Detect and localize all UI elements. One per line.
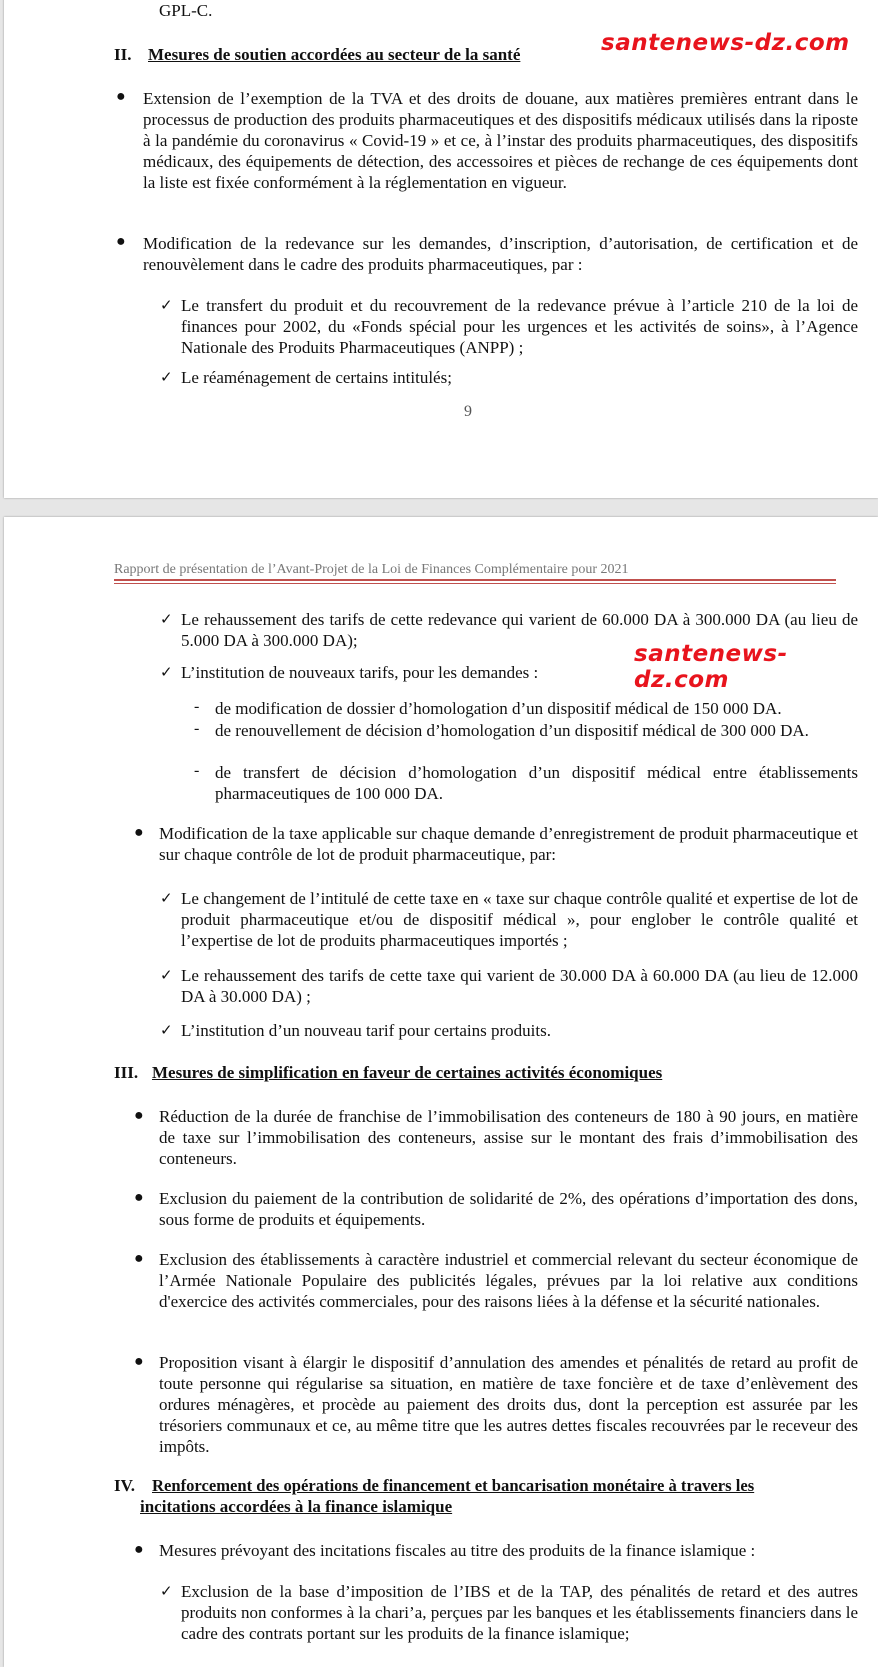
running-header: Rapport de présentation de l’Avant-Projet de la Loi de Finances Complémentaire pour 2021 [114,562,629,577]
list-item: Proposition visant à élargir le dispositif d’annulation des amendes et pénalités de retard au profit de toute personne qui régularise sa situation, en matière de taxe foncière et de taxe d’enlèvement des ordures ménagères, et procède au paiement des droits dus, dont la perception est assurée par les trésoriers communaux et ce, au même titre que les autres dettes fiscales recouvrées par le receveur des impôts. [159,1353,858,1456]
list-item: Modification de la taxe applicable sur chaque demande d’enregistrement de produit pharmaceutique et sur chaque contrôle de lot de produit pharmaceutique, par: [159,824,858,864]
page-number: 9 [464,403,472,420]
bullet-icon: ● [134,1250,144,1267]
list-item: Extension de l’exemption de la TVA et des droits de douane, aux matières premières entrant dans le processus de production des produits pharmaceutiques et des dispositifs médicaux utilisés dans la riposte à la pandémie du coronavirus « Covid-19 » et ce, à l’instar des produits pharmaceutiques, des dispositifs médicaux, des équipements de détection, des accessoires et pièces de rechange de ces équipements dont la liste est fixée conformément à la réglementation en vigueur. [143,89,858,192]
list-item: Le réaménagement de certains intitulés; [181,368,452,387]
document-page-10 [4,517,878,1667]
bullet-icon: ● [134,1541,144,1558]
section-title: Mesures de simplification en faveur de certaines activités économiques [152,1063,663,1082]
section-number: IV. [114,1476,135,1495]
watermark: santenews-dz.com [601,30,850,56]
list-item: de transfert de décision d’homologation d’un dispositif médical entre établissements pharmaceutiques de 100 000 DA. [215,763,858,803]
bullet-icon: ● [116,233,126,250]
section-title-continued: incitations accordées à la finance islamique [140,1497,453,1516]
watermark: santenews-dz.com [634,641,788,693]
list-item: de renouvellement de décision d’homologation d’un dispositif médical de 300 000 DA. [215,721,809,740]
list-item: L’institution d’un nouveau tarif pour certains produits. [181,1021,551,1040]
document-page-9 [4,0,878,498]
checkmark-icon: ✓ [160,610,173,628]
list-item: L’institution de nouveaux tarifs, pour les demandes : [181,663,539,682]
header-rule [114,579,836,581]
section-number: II. [114,45,132,64]
checkmark-icon: ✓ [160,368,173,386]
checkmark-icon: ✓ [160,1021,173,1039]
section-title: Mesures de soutien accordées au secteur de la santé [148,45,521,64]
checkmark-icon: ✓ [160,889,173,907]
checkmark-icon: ✓ [160,663,173,681]
dash-marker: - [194,720,200,737]
list-item: Exclusion du paiement de la contribution de solidarité de 2%, des opérations d’importation des dons, sous forme de produits et équipements. [159,1189,858,1229]
list-item: Réduction de la durée de franchise de l’immobilisation des conteneurs de 180 à 90 jours, en matière de taxe sur l’immobilisation des conteneurs, assise sur le montant des frais d’immobilisation des conteneurs. [159,1107,858,1168]
bullet-icon: ● [134,824,144,841]
list-item: Le transfert du produit et du recouvrement de la redevance prévue à l’article 210 de la loi de finances pour 2002, du «Fonds spécial pour les urgences et les activités de soins», à l’Agence Nationale des Produits Pharmaceutiques (ANPP) ; [181,296,858,357]
list-item: Exclusion de la base d’imposition de l’IBS et de la TAP, des pénalités de retard et des autres produits non conformes à la chari’a, perçues par les banques et les établissements financiers dans le cadre des contrats portant sur les produits de la finance islamique; [181,1582,858,1643]
header-rule [114,583,836,584]
section-number: III. [114,1063,139,1082]
list-item: Mesures prévoyant des incitations fiscales au titre des produits de la finance islamique : [159,1541,756,1560]
list-item: Le changement de l’intitulé de cette taxe en « taxe sur chaque contrôle qualité et expertise de lot de produit pharmaceutique et/ou de dispositif médical », pour englober le contrôle qualité et l’expertise de lot de produits pharmaceutiques importés ; [181,889,858,950]
list-item: Modification de la redevance sur les demandes, d’inscription, d’autorisation, de certification et de renouvèlement dans le cadre des produits pharmaceutiques, par : [143,234,858,274]
checkmark-icon: ✓ [160,966,173,984]
list-item: de modification de dossier d’homologation d’un dispositif médical de 150 000 DA. [215,699,782,718]
paragraph-fragment: GPL-C. [159,1,213,20]
checkmark-icon: ✓ [160,296,173,314]
list-item: Le rehaussement des tarifs de cette taxe qui varient de 30.000 DA à 60.000 DA (au lieu de 12.000 DA à 30.000 DA) ; [181,966,858,1006]
dash-marker: - [194,762,200,779]
dash-marker: - [194,698,200,715]
bullet-icon: ● [134,1107,144,1124]
list-item: Le rehaussement des tarifs de cette redevance qui varient de 60.000 DA à 300.000 DA (au lieu de 5.000 DA à 300.000 DA); [181,610,858,650]
section-title: Renforcement des opérations de financement et bancarisation monétaire à travers les [152,1476,755,1495]
bullet-icon: ● [134,1189,144,1206]
list-item: Exclusion des établissements à caractère industriel et commercial relevant du secteur économique de l’Armée Nationale Populaire des publicités légales, prévues par la loi relative aux conditions d'exercice des activités commerciales, pour des raisons liées à la défense et la sécurité nationales. [159,1250,858,1311]
checkmark-icon: ✓ [160,1582,173,1600]
bullet-icon: ● [116,88,126,105]
bullet-icon: ● [134,1353,144,1370]
